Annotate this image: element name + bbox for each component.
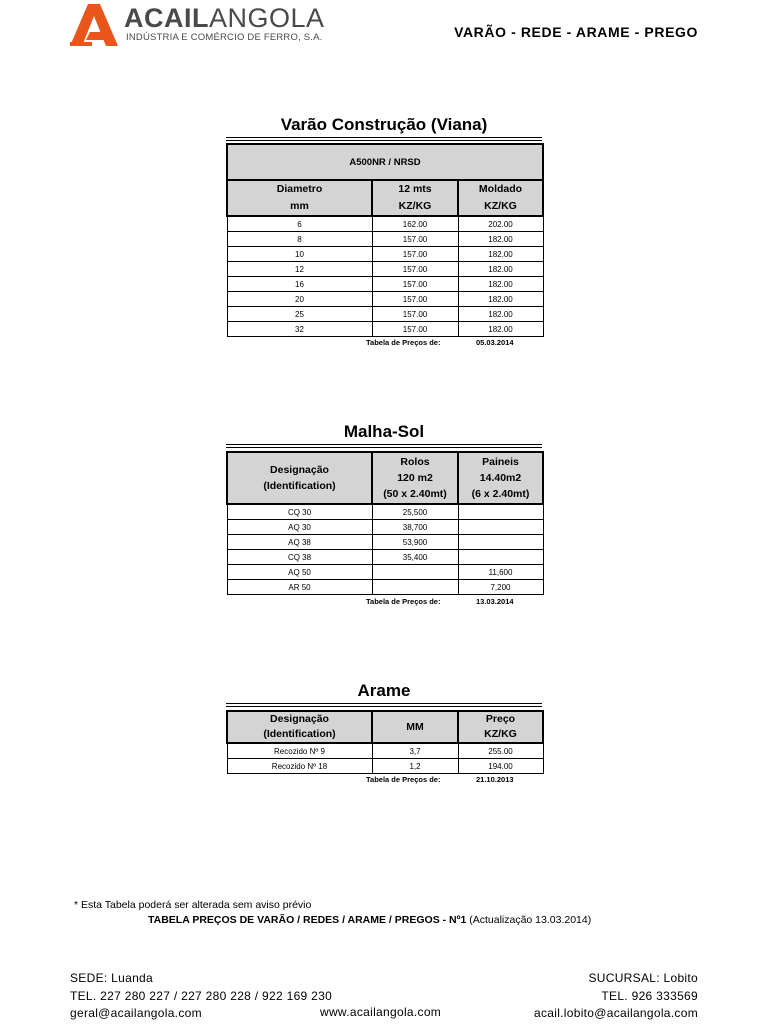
table-cell: 157.00 xyxy=(372,262,458,277)
footer-sede-email[interactable]: geral@acailangola.com xyxy=(70,1006,202,1020)
header-line: 12 mts xyxy=(398,183,432,195)
header-line: KZ/KG xyxy=(484,728,517,740)
table-row xyxy=(227,759,543,774)
logo-mark-icon xyxy=(66,2,124,48)
table-cell: AQ 30 xyxy=(227,520,372,535)
table-cell: 255.00 xyxy=(458,743,543,759)
table-cell: 11,600 xyxy=(458,565,543,580)
table-row xyxy=(227,504,543,520)
header-line: KZ/KG xyxy=(398,200,432,212)
header-line: (50 x 2.40mt) xyxy=(383,488,447,500)
table-cell: 1,2 xyxy=(372,759,458,774)
table-cell xyxy=(458,535,543,550)
table-cell: 3,7 xyxy=(372,743,458,759)
header-line: 120 m2 xyxy=(397,472,433,484)
company-logo xyxy=(66,2,124,48)
table-cell: AQ 38 xyxy=(227,535,372,550)
table-cell: 12 xyxy=(227,262,372,277)
footer-sucursal-tel: TEL. 926 333569 xyxy=(601,989,698,1003)
varao-col-moldado xyxy=(458,180,543,216)
table-cell: 157.00 xyxy=(372,292,458,307)
arame-note-label: Tabela de Preços de: xyxy=(366,775,441,784)
table-row xyxy=(227,535,543,550)
varao-col-12mts xyxy=(372,180,458,216)
table-cell: 194.00 xyxy=(458,759,543,774)
malha-note-label: Tabela de Preços de: xyxy=(366,597,441,606)
table-row xyxy=(227,292,543,307)
table-cell: Recozido Nº 9 xyxy=(227,743,372,759)
header-line: Rolos xyxy=(400,456,430,468)
table-cell: 182.00 xyxy=(458,262,543,277)
table-cell: 157.00 xyxy=(372,232,458,247)
table-cell xyxy=(372,580,458,595)
brand-name xyxy=(124,4,325,32)
table-cell: CQ 30 xyxy=(227,504,372,520)
table-row xyxy=(227,565,543,580)
table-cell: 53,900 xyxy=(372,535,458,550)
footer-sede-tel: TEL. 227 280 227 / 227 280 228 / 922 169 230 xyxy=(70,989,333,1003)
brand-tagline: INDÚSTRIA E COMÉRCIO DE FERRO, S.A. xyxy=(126,32,323,43)
table-cell: 8 xyxy=(227,232,372,247)
header-products: VARÃO - REDE - ARAME - PREGO xyxy=(454,24,698,40)
table-row xyxy=(227,580,543,595)
footer-website[interactable]: www.acailangola.com xyxy=(320,1005,442,1019)
table-row xyxy=(227,322,543,337)
table-cell xyxy=(458,550,543,565)
price-table-title-update: (Actualização 13.03.2014) xyxy=(469,914,592,926)
table-cell: CQ 38 xyxy=(227,550,372,565)
price-table-title xyxy=(148,914,591,926)
table-row xyxy=(227,550,543,565)
table-cell xyxy=(458,520,543,535)
table-cell: 182.00 xyxy=(458,277,543,292)
header-line: MM xyxy=(406,721,424,733)
footer-sucursal: SUCURSAL: Lobito xyxy=(588,971,698,985)
table-row xyxy=(227,277,543,292)
header-line: KZ/KG xyxy=(484,200,517,212)
header-line: Preço xyxy=(485,713,516,725)
arame-note-date: 21.10.2013 xyxy=(476,775,514,784)
header-line: Diametro xyxy=(276,183,323,195)
malha-col-designacao xyxy=(227,452,372,504)
header-line: (Identification) xyxy=(263,480,336,492)
table-cell: AR 50 xyxy=(227,580,372,595)
table-row xyxy=(227,216,543,232)
header-line: Designação xyxy=(270,713,329,725)
price-table-title-bold: TABELA PREÇOS DE VARÃO / REDES / ARAME / PREGOS - Nº1 xyxy=(148,914,467,926)
table-cell: 182.00 xyxy=(458,292,543,307)
table-cell: 157.00 xyxy=(372,247,458,262)
table-row xyxy=(227,520,543,535)
table-cell: 25,500 xyxy=(372,504,458,520)
table-cell: 182.00 xyxy=(458,247,543,262)
table-cell: 182.00 xyxy=(458,307,543,322)
table-cell: 7,200 xyxy=(458,580,543,595)
table-cell: 25 xyxy=(227,307,372,322)
varao-title: Varão Construção (Viana) xyxy=(280,115,488,134)
table-cell: AQ 50 xyxy=(227,565,372,580)
table-cell: 157.00 xyxy=(372,277,458,292)
malha-title-rule xyxy=(226,444,542,448)
table-cell: 16 xyxy=(227,277,372,292)
arame-price-table xyxy=(226,710,544,774)
table-cell: 182.00 xyxy=(458,322,543,337)
table-cell: 38,700 xyxy=(372,520,458,535)
footer-sucursal-email[interactable]: acail.lobito@acailangola.com xyxy=(533,1006,698,1020)
header-line: mm xyxy=(290,200,309,212)
table-cell: 6 xyxy=(227,216,372,232)
arame-title-rule xyxy=(226,703,542,707)
table-cell: 182.00 xyxy=(458,232,543,247)
arame-title: Arame xyxy=(357,681,411,700)
table-row xyxy=(227,232,543,247)
brand-name-light: ANGOLA xyxy=(209,3,325,33)
table-cell: 10 xyxy=(227,247,372,262)
table-row xyxy=(227,307,543,322)
brand-name-bold: ACAIL xyxy=(124,3,209,33)
malha-title: Malha-Sol xyxy=(343,422,425,441)
header-line: 14.40m2 xyxy=(479,472,522,484)
footer-sede: SEDE: Luanda xyxy=(70,971,153,985)
table-cell xyxy=(458,504,543,520)
arame-col-designacao xyxy=(227,711,372,743)
varao-note-date: 05.03.2014 xyxy=(476,338,514,347)
arame-col-mm xyxy=(372,711,458,743)
table-row xyxy=(227,247,543,262)
header-line: Designação xyxy=(270,464,329,476)
table-cell: 202.00 xyxy=(458,216,543,232)
table-cell xyxy=(372,565,458,580)
varao-title-rule xyxy=(226,137,542,141)
malha-col-paineis xyxy=(458,452,543,504)
table-row xyxy=(227,262,543,277)
table-cell: 20 xyxy=(227,292,372,307)
header-line: Moldado xyxy=(478,183,523,195)
malha-col-rolos xyxy=(372,452,458,504)
table-cell: Recozido Nº 18 xyxy=(227,759,372,774)
table-cell: 35,400 xyxy=(372,550,458,565)
arame-col-preco xyxy=(458,711,543,743)
malha-note-date: 13.03.2014 xyxy=(476,597,514,606)
header-line: (Identification) xyxy=(263,728,336,740)
table-cell: 32 xyxy=(227,322,372,337)
varao-note-label: Tabela de Preços de: xyxy=(366,338,441,347)
disclaimer-note: * Esta Tabela poderá ser alterada sem aviso prévio xyxy=(74,899,312,911)
header-line: (6 x 2.40mt) xyxy=(471,488,530,500)
header-line: Paineis xyxy=(482,456,519,468)
table-row xyxy=(227,743,543,759)
table-cell: 157.00 xyxy=(372,307,458,322)
varao-group-header: A500NR / NRSD xyxy=(227,144,543,180)
table-cell: 157.00 xyxy=(372,322,458,337)
malha-price-table xyxy=(226,451,544,595)
table-cell: 162.00 xyxy=(372,216,458,232)
varao-price-table xyxy=(226,143,544,337)
varao-col-diametro xyxy=(227,180,372,216)
